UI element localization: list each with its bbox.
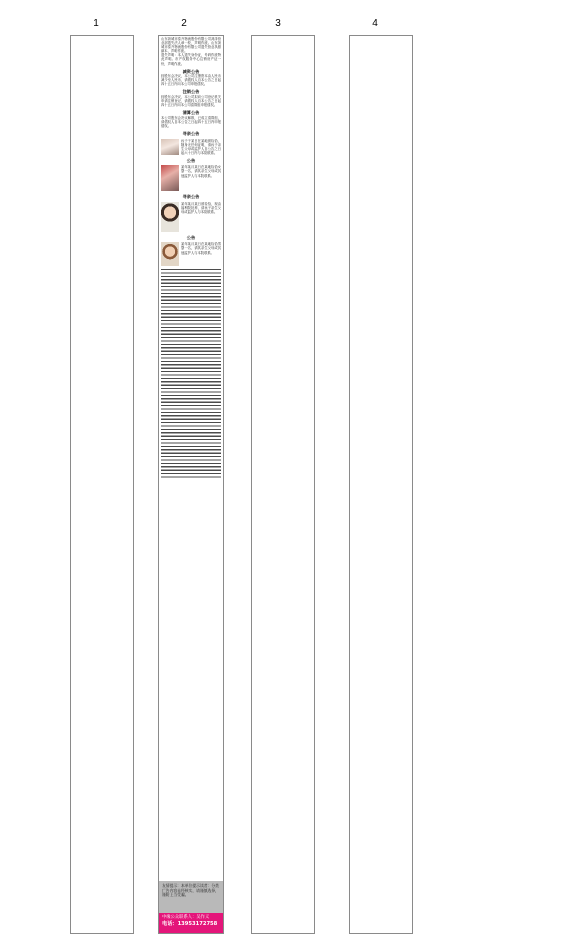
photo-notice — [161, 242, 221, 266]
ad-column-2 — [158, 35, 224, 934]
notice-text: 山东菏城市泰升物流股份有限公司菏泽营业部遗失法人章一枚，声明作废。山东菏城市泰升物流股份有限公司遗失营业执照副本，声明作废。 — [161, 37, 221, 54]
notice-title: 减资公告 — [182, 68, 200, 74]
footer-contact-bar — [159, 913, 223, 933]
notice-title: 寻亲公告 — [182, 194, 200, 200]
notice-title: 注销公告 — [182, 89, 200, 95]
notice-title: 公告 — [186, 234, 196, 240]
notice-text: 某年某月某日在某地捡拾女婴一名，请其亲生父母或其他监护人与本院联系。 — [181, 165, 221, 178]
column-3 — [251, 35, 315, 934]
child-photo — [161, 242, 179, 266]
ad-footer — [159, 881, 223, 933]
notice-text: 某年某月某日被捡拾，现由福利院抚养，请孩子亲生父母或监护人与本院联系。 — [181, 201, 221, 215]
contact-label: 中缘公众联系人：吴作义 — [162, 915, 210, 920]
ad-body — [159, 36, 223, 479]
column-1 — [70, 35, 134, 934]
notice-text: 本公司股东会决议解散，已成立清算组，请债权人自本公告之日起四十五日内申报债权。 — [161, 115, 221, 128]
notice-text: 经股东会决议，本公司拟向公司登记机关申请注销登记，请债权人自本公告之日起四十五日内向本公司清算组申报债权。 — [161, 94, 221, 108]
photo-notice — [161, 139, 221, 155]
child-photo — [161, 165, 179, 191]
photo-notice — [161, 165, 221, 191]
notice-text: 某年某月某日在某地捡拾男婴一名，请其亲生父母或其他监护人与本院联系。 — [181, 242, 221, 255]
column-number-2: 2 — [181, 18, 187, 29]
contact-phone: 电话：13953172758 — [162, 921, 218, 927]
column-4 — [349, 35, 413, 934]
notice-text: 经股东会决议，本公司注册资本由人民币减少至人民币，请债权人自本公告之日起四十五日内向本公司申报债权。 — [161, 74, 221, 87]
notice-text: 遗失声明：本人遗失身份证，号码作废特此声明。市产权服务中心注销房产证一份，声明作废。 — [161, 53, 221, 66]
notice-title: 公告 — [186, 157, 196, 163]
notice-title: 清算公告 — [182, 110, 200, 116]
footer-disclaimer: 友情提示：本单位提示读者：分类广告内容未经核实，请谨慎选择，谨防上当受骗。 — [159, 881, 223, 913]
child-photo — [161, 139, 179, 155]
column-number-3: 3 — [275, 18, 281, 29]
notice-text: 孩子于某日在某地被捡拾，随身无任何证明，请孩子亲生父母或监护人自公告之日起六十日内与本院联系。 — [181, 138, 221, 155]
child-photo — [161, 202, 179, 232]
photo-notice — [161, 202, 221, 232]
column-number-4: 4 — [372, 18, 378, 29]
notice-title: 寻亲公告 — [182, 131, 200, 136]
column-number-1: 1 — [93, 18, 99, 29]
dense-classified-text — [161, 269, 221, 479]
